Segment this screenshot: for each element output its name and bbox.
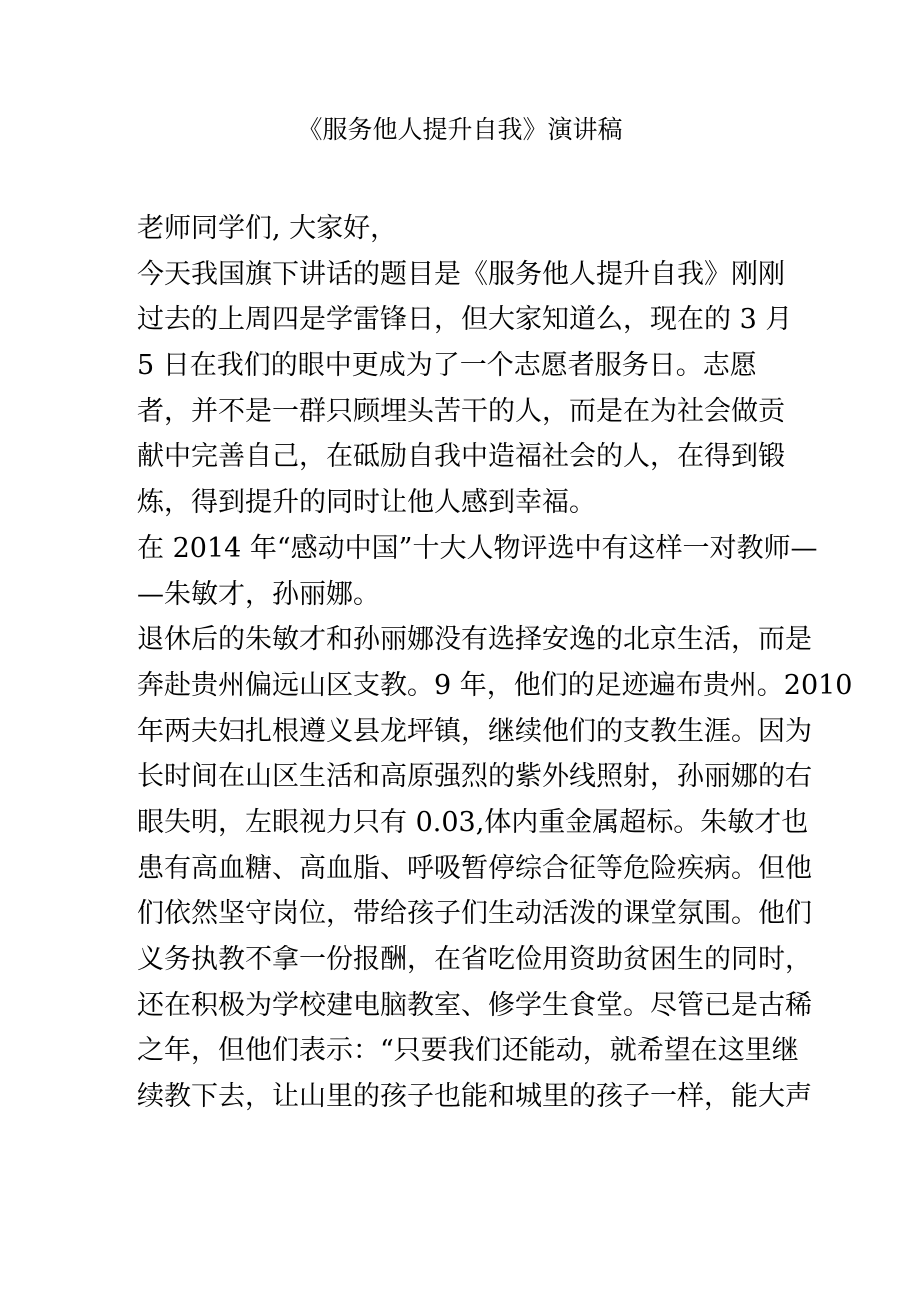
document-body bbox=[137, 206, 853, 1120]
body-line: 炼，得到提升的同时让他人感到幸福。 bbox=[137, 487, 596, 519]
body-line: 奔赴贵州偏远山区支教。9 年，他们的足迹遍布贵州。2010 bbox=[137, 669, 853, 701]
body-line: 在 2014 年“感动中国”十大人物评选中有这样一对教师— bbox=[137, 532, 818, 564]
body-line: 之年，但他们表示：“只要我们还能动，就希望在这里继 bbox=[137, 1035, 799, 1067]
body-line: —朱敏才，孙丽娜。 bbox=[137, 578, 380, 610]
body-line: 长时间在山区生活和高原强烈的紫外线照射，孙丽娜的右 bbox=[137, 761, 812, 793]
body-line: 还在积极为学校建电脑教室、修学生食堂。尽管已是古稀 bbox=[137, 989, 812, 1021]
body-line: 义务执教不拿一份报酬，在省吃俭用资助贫困生的同时， bbox=[137, 944, 812, 975]
body-line: 献中完善自己，在砥励自我中造福社会的人，在得到锻 bbox=[137, 441, 785, 473]
body-line: 老师同学们, 大家好， bbox=[137, 213, 398, 244]
body-line: 者，并不是一群只顾埋头苦干的人，而是在为社会做贡 bbox=[137, 395, 785, 427]
body-line: 们依然坚守岗位，带给孩子们生动活泼的课堂氛围。他们 bbox=[137, 898, 812, 930]
document-title: 《服务他人提升自我》演讲稿 bbox=[297, 115, 623, 144]
body-line: 5 日在我们的眼中更成为了一个志愿者服务日。志愿 bbox=[137, 350, 757, 382]
body-line: 患有高血糖、高血脂、呼吸暂停综合征等危险疾病。但他 bbox=[137, 852, 812, 884]
body-line: 年两夫妇扎根遵义县龙坪镇，继续他们的支教生涯。因为 bbox=[137, 715, 812, 747]
body-line: 今天我国旗下讲话的题目是《服务他人提升自我》刚刚 bbox=[137, 258, 785, 290]
body-line: 过去的上周四是学雷锋日，但大家知道么，现在的 3 月 bbox=[137, 304, 793, 336]
body-line: 续教下去，让山里的孩子也能和城里的孩子一样，能大声 bbox=[137, 1081, 812, 1113]
body-line: 退休后的朱敏才和孙丽娜没有选择安逸的北京生活，而是 bbox=[137, 624, 812, 656]
body-line: 眼失明，左眼视力只有 0.03,体内重金属超标。朱敏才也 bbox=[137, 806, 809, 838]
